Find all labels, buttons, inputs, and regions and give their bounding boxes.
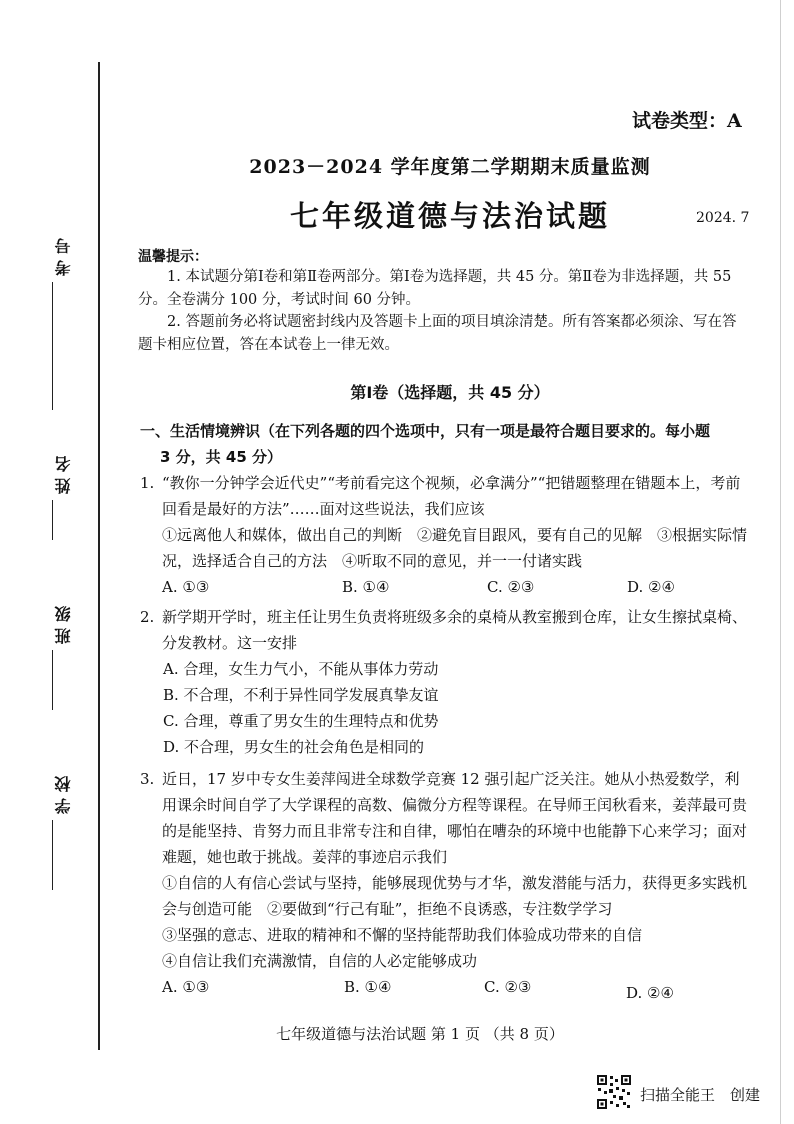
option-b[interactable]: B. 不合理，不利于异性同学发展真挚友谊 [163, 686, 439, 704]
option-a[interactable]: A. 合理，女生力气小，不能从事体力劳动 [163, 660, 439, 678]
exam-subtitle: 2023－2024 学年度第二学期期末质量监测 [249, 156, 651, 178]
exam-no-blank [52, 282, 53, 410]
option-row [162, 574, 752, 600]
question-statements: ①远离他人和媒体，做出自己的判断 ②避免盲目跟风，要有自己的见解 ③根据实际情况，选择适合自己的方法 ④听取不同的意见，并一一付诸实践 [162, 526, 748, 570]
option-a[interactable]: A. ①③ [162, 578, 210, 596]
question-stem: 近日，17 岁中专女生姜萍闯进全球数学竞赛 12 强引起广泛关注。她从小热爱数学，利用课余时间自学了大学课程的高数、偏微分方程等课程。在导师王闰秋看来，姜萍最可贵的是能坚持、肯努力而且非常专注和自律，哪怕在嘈杂的环境中也能静下心来学习；面对难题，她也敢于挑战。姜萍的事迹启示我们 [162, 770, 748, 866]
option-d[interactable]: D. ②④ [627, 578, 675, 596]
class-blank [52, 650, 53, 710]
tips-item-2: 2. 答题前务必将试题密封线内及答题卡上面的项目填涂清楚。所有答案都必须涂、写在答题卡相应位置，答在本试卷上一律无效。 [138, 314, 737, 353]
exam-date: 2024. 7 [696, 210, 750, 226]
question-2 [140, 604, 752, 760]
name-blank [52, 500, 53, 540]
part-heading-line-1: 一、生活情境辨识（在下列各题的四个选项中，只有一项是最符合题目要求的。每小题 [140, 422, 711, 440]
section-title: 第Ⅰ卷（选择题，共 45 分） [350, 383, 550, 402]
class-field [52, 600, 72, 716]
school-field [52, 770, 72, 896]
question-stem: 新学期开学时，班主任让男生负责将班级多余的桌椅从教室搬到仓库，让女生擦拭桌椅、分发教材。这一安排 [162, 608, 748, 652]
name-field [52, 450, 72, 546]
page-edge [780, 0, 781, 1124]
question-stem: “教你一分钟学会近代史”“考前看完这个视频，必拿满分”“把错题整理在错题本上，考前回看是最好的方法”……面对这些说法，我们应该 [162, 474, 741, 518]
class-label: 班级 [54, 600, 73, 644]
option-d[interactable]: D. ②④ [626, 984, 674, 1002]
exam-title: 七年级道德与法治试题 [289, 199, 610, 233]
exam-no-field [52, 232, 72, 416]
exam-no-label: 考号 [54, 232, 73, 276]
option-b[interactable]: B. ①④ [344, 978, 392, 996]
school-blank [52, 820, 53, 890]
option-d[interactable]: D. 不合理，男女生的社会角色是相同的 [163, 738, 425, 756]
scanner-watermark: 扫描全能王 创建 [640, 1086, 761, 1104]
tips-heading: 温馨提示： [138, 249, 208, 265]
question-statement-4: ④自信让我们充满激情，自信的人必定能够成功 [162, 952, 478, 970]
tips-item-1: 1. 本试题分第Ⅰ卷和第Ⅱ卷两部分。第Ⅰ卷为选择题，共 45 分。第Ⅱ卷为非选择题，共 55 分。全卷满分 100 分，考试时间 60 分钟。 [138, 269, 732, 308]
question-3 [140, 766, 752, 1000]
part-heading-line-2: 3 分，共 45 分） [160, 448, 282, 466]
question-1 [140, 470, 752, 600]
qr-code-icon [596, 1074, 632, 1110]
part-heading [140, 418, 750, 470]
option-c[interactable]: C. ②③ [487, 578, 535, 596]
option-c[interactable]: C. ②③ [484, 978, 532, 996]
binding-line [98, 62, 100, 1050]
question-number: 3. [140, 770, 155, 788]
question-statement-1-2: ①自信的人有信心尝试与坚持，能够展现优势与才华，激发潜能与活力，获得更多实践机会与创造可能 ②要做到“行己有耻”，拒绝不良诱惑，专注数学学习 [162, 874, 748, 918]
option-a[interactable]: A. ①③ [162, 978, 210, 996]
option-c[interactable]: C. 合理，尊重了男女生的生理特点和优势 [163, 712, 439, 730]
name-label: 姓名 [54, 450, 73, 494]
school-label: 学校 [54, 770, 73, 814]
question-number: 1. [140, 474, 155, 492]
option-b[interactable]: B. ①④ [342, 578, 390, 596]
question-statement-3: ③坚强的意志、进取的精神和不懈的坚持能帮助我们体验成功带来的自信 [162, 926, 643, 944]
page-footer: 七年级道德与法治试题 第 1 页 （共 8 页） [276, 1025, 564, 1043]
option-row [162, 974, 752, 1000]
question-number: 2. [140, 608, 155, 626]
paper-type: 试卷类型：A [632, 110, 742, 132]
tips-body [138, 266, 738, 356]
